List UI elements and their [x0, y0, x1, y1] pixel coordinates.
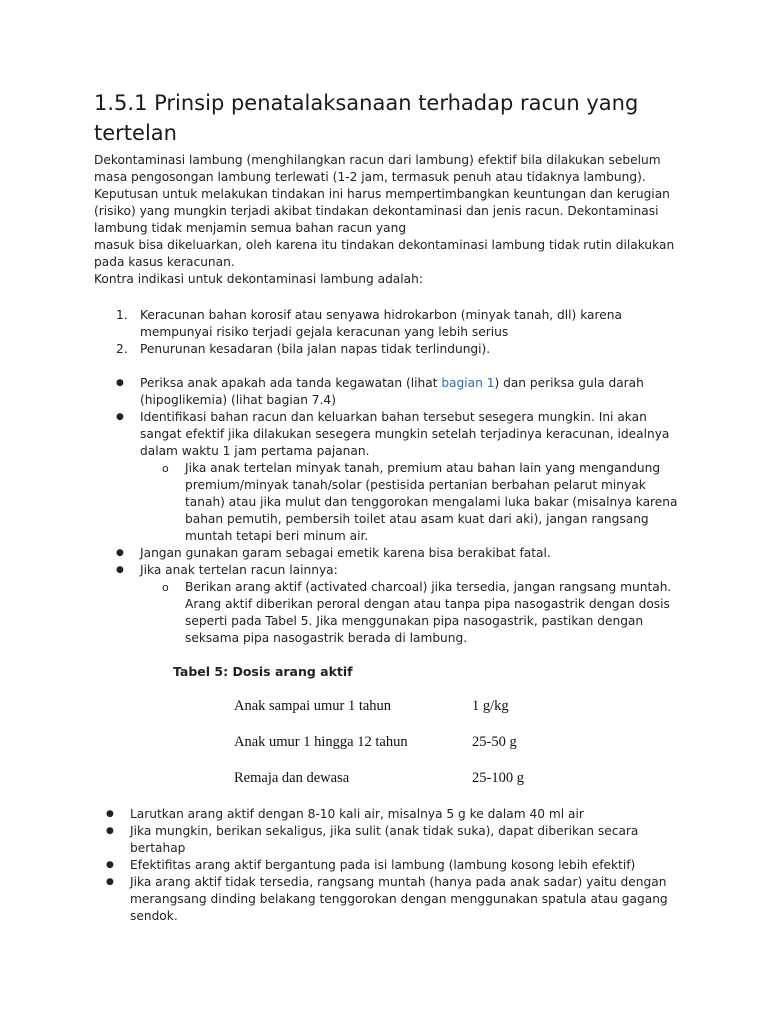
list-item-text: Larutkan arang aktif dengan 8-10 kali air, misalnya 5 g ke dalam 40 ml air	[130, 807, 584, 821]
section-title	[94, 88, 694, 148]
list-item	[116, 562, 676, 579]
list-item-text: Identifikasi bahan racun dan keluarkan bahan tersebut sesegera mungkin. Ini akan	[140, 410, 647, 424]
intro-line: masuk bisa dikeluarkan, oleh karena itu tindakan dekontaminasi lambung tidak rutin dilakukan	[94, 238, 675, 252]
list-item	[106, 874, 686, 925]
bullet-icon: ●	[116, 548, 124, 558]
list-item	[106, 823, 686, 857]
contraindication-list	[116, 307, 676, 358]
sub-list-item	[162, 579, 676, 647]
list-item-text: Efektifitas arang aktif bergantung pada isi lambung (lambung kosong lebih efektif)	[130, 858, 636, 872]
table-row	[228, 724, 598, 760]
title-line: tertelan	[94, 121, 177, 145]
list-item-text: muntah tetapi beri minum air.	[185, 529, 369, 543]
table-cell-dose: 1 g/kg	[472, 697, 509, 714]
section-link[interactable]: bagian 1	[441, 376, 495, 390]
list-item-text: Jika arang aktif tidak tersedia, rangsang muntah (hanya pada anak sadar) yaitu dengan	[130, 875, 667, 889]
list-item-text: merangsang dinding belakang tenggorokan dengan menggunakan spatula atau gagang	[130, 892, 668, 906]
list-item-text: Jika anak tertelan racun lainnya:	[140, 563, 338, 577]
list-item-text: sangat efektif jika dilakukan sesegera mungkin setelah terjadinya keracunan, idealnya	[140, 427, 670, 441]
intro-line: Keputusan untuk melakukan tindakan ini harus mempertimbangkan keuntungan dan kerugian	[94, 187, 670, 201]
table-cell-dose: 25-50 g	[472, 733, 517, 750]
table-row	[228, 688, 598, 724]
intro-line: Kontra indikasi untuk dekontaminasi lambung adalah:	[94, 272, 423, 286]
list-item-text: Periksa anak apakah ada tanda kegawatan (lihat	[140, 376, 442, 390]
table-cell-dose: 25-100 g	[472, 769, 524, 786]
list-item-text: seksama pipa nasogastrik berada di lambung.	[185, 631, 468, 645]
bullet-icon: ●	[106, 826, 114, 836]
list-item-text: Jika anak tertelan minyak tanah, premium atau bahan lain yang mengandung	[185, 461, 661, 475]
list-item-text: ) dan periksa gula darah	[494, 376, 644, 390]
sub-list-item	[162, 460, 676, 545]
list-item-text: Arang aktif diberikan peroral dengan atau tanpa pipa nasogastrik dengan dosis	[185, 597, 670, 611]
table-row	[228, 760, 598, 796]
intro-line: (risiko) yang mungkin terjadi akibat tindakan dekontaminasi dan jenis racun. Dekontaminasi	[94, 204, 659, 218]
list-item-text: premium/minyak tanah/solar (pestisida pertanian berbahan pelarut minyak	[185, 478, 646, 492]
list-item	[116, 375, 676, 409]
list-item-text: (hipoglikemia) (lihat bagian 7.4)	[140, 393, 336, 407]
list-number: 1.	[116, 308, 128, 322]
list-item-text: tanah) atau jika mulut dan tenggorokan mengalami luka bakar (misalnya karena	[185, 495, 678, 509]
bullet-icon: ●	[116, 412, 124, 422]
bullet-icon: ●	[106, 809, 114, 819]
list-item-text: Keracunan bahan korosif atau senyawa hidrokarbon (minyak tanah, dll) karena	[140, 308, 622, 322]
intro-paragraph	[94, 152, 684, 288]
action-bullet-list	[116, 375, 676, 647]
bullet-icon: ●	[116, 378, 124, 388]
list-item-text: bahan pemutih, pembersih toilet atau asam kuat dari aki), jangan rangsang	[185, 512, 649, 526]
sub-bullet-icon: o	[162, 581, 169, 594]
list-item	[116, 341, 676, 358]
list-item-text: Penurunan kesadaran (bila jalan napas tidak terlindungi).	[140, 342, 491, 356]
list-item-text: seperti pada Tabel 5. Jika menggunakan pipa nasogastrik, pastikan dengan	[185, 614, 644, 628]
intro-line: pada kasus keracunan.	[94, 255, 235, 269]
list-item	[116, 307, 676, 341]
list-item-text: Jangan gunakan garam sebagai emetik karena bisa berakibat fatal.	[140, 546, 551, 560]
list-item	[106, 857, 686, 874]
table-cell-group: Remaja dan dewasa	[234, 769, 350, 786]
list-item-text: mempunyai risiko terjadi gejala keracunan yang lebih serius	[140, 325, 509, 339]
list-item-text: Berikan arang aktif (activated charcoal) jika tersedia, jangan rangsang muntah.	[185, 580, 672, 594]
list-item	[106, 806, 686, 823]
bullet-icon: ●	[116, 565, 124, 575]
list-item-text: sendok.	[130, 909, 178, 923]
table-cell-group: Anak sampai umur 1 tahun	[234, 697, 392, 714]
bullet-icon: ●	[106, 877, 114, 887]
sub-bullet-icon: o	[162, 462, 169, 475]
dose-table	[228, 688, 598, 796]
table-cell-group: Anak umur 1 hingga 12 tahun	[234, 733, 408, 750]
table-caption: Tabel 5: Dosis arang aktif	[173, 664, 353, 679]
list-item-text: dalam waktu 1 jam pertama pajanan.	[140, 444, 370, 458]
list-item-text: bertahap	[130, 841, 186, 855]
intro-line: Dekontaminasi lambung (menghilangkan racun dari lambung) efektif bila dilakukan sebelum	[94, 153, 661, 167]
list-item-text: Jika mungkin, berikan sekaligus, jika sulit (anak tidak suka), dapat diberikan secara	[130, 824, 639, 838]
title-line: 1.5.1 Prinsip penatalaksanaan terhadap racun yang	[94, 91, 639, 115]
intro-line: masa pengosongan lambung terlewati (1-2 jam, termasuk penuh atau tidaknya lambung).	[94, 170, 646, 184]
list-item	[116, 545, 676, 562]
bullet-icon: ●	[106, 860, 114, 870]
intro-line: lambung tidak menjamin semua bahan racun yang	[94, 221, 407, 235]
charcoal-bullet-list	[106, 806, 686, 925]
list-number: 2.	[116, 342, 128, 356]
list-item	[116, 409, 676, 460]
